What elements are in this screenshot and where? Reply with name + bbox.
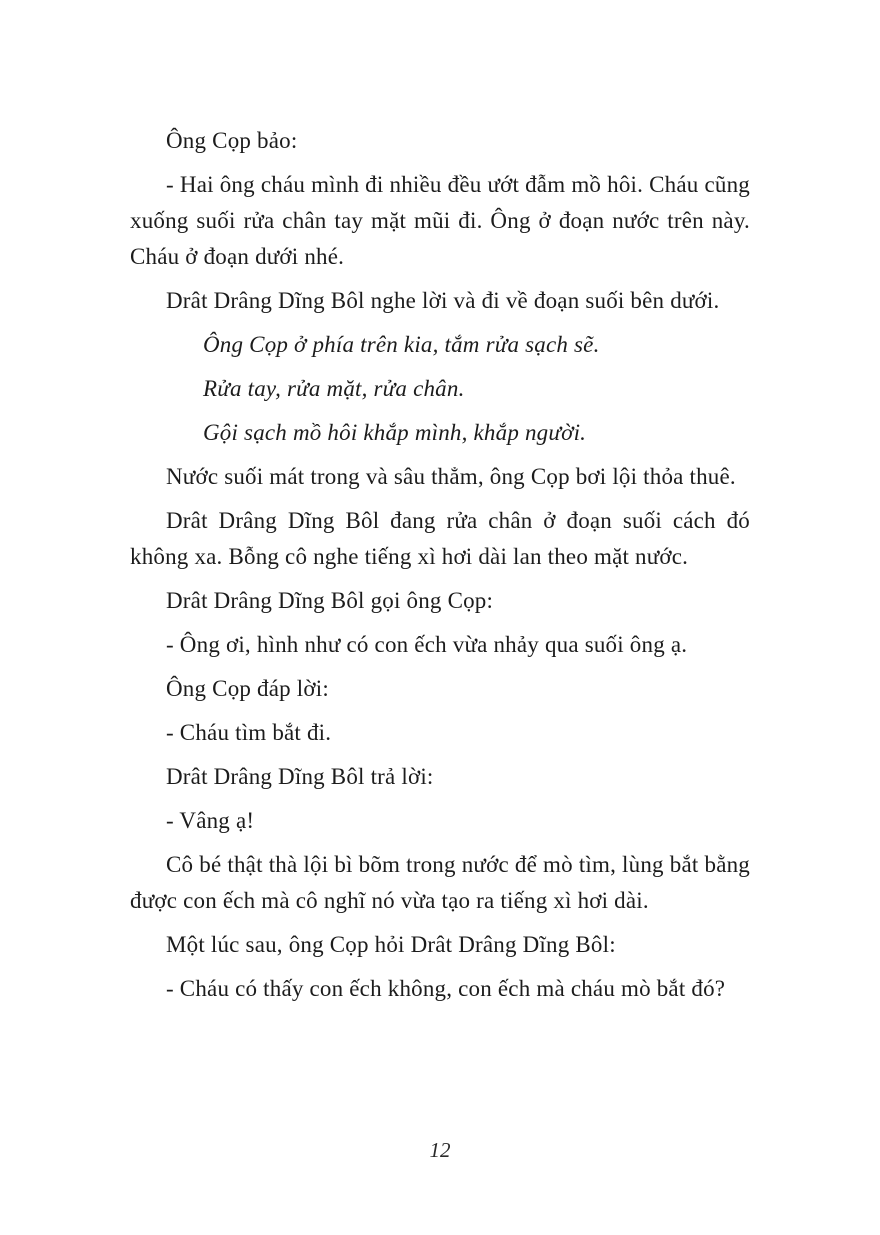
paragraph: - Cháu có thấy con ếch không, con ếch mà cháu mò bắt đó? xyxy=(166,976,726,1001)
paragraph: Drât Drâng Dĩng Bôl nghe lời và đi về đoạn suối bên dưới. xyxy=(166,288,720,313)
poem-line: Rửa tay, rửa mặt, rửa chân. xyxy=(203,376,465,401)
paragraph: - Cháu tìm bắt đi. xyxy=(166,720,332,745)
paragraph: Drât Drâng Dĩng Bôl gọi ông Cọp: xyxy=(166,588,494,613)
paragraph: Ông Cọp bảo: xyxy=(166,128,298,153)
poem-line: Gội sạch mồ hôi khắp mình, khắp người. xyxy=(203,420,587,445)
paragraph: - Ông ơi, hình như có con ếch vừa nhảy qua suối ông ạ. xyxy=(166,632,688,657)
paragraph: Drât Drâng Dĩng Bôl đang rửa chân ở đoạn suối cách đó không xa. Bỗng cô nghe tiếng xì hơi dài lan theo mặt nước. xyxy=(130,508,750,569)
text-block xyxy=(130,123,750,1015)
paragraph: Cô bé thật thà lội bì bõm trong nước để mò tìm, lùng bắt bằng được con ếch mà cô nghĩ nó vừa tạo ra tiếng xì hơi dài. xyxy=(130,852,750,913)
paragraph: Drât Drâng Dĩng Bôl trả lời: xyxy=(166,764,434,789)
paragraph: Nước suối mát trong và sâu thẳm, ông Cọp bơi lội thỏa thuê. xyxy=(166,464,736,489)
poem-line: Ông Cọp ở phía trên kia, tắm rửa sạch sẽ. xyxy=(203,332,600,357)
paragraph: Ông Cọp đáp lời: xyxy=(166,676,329,701)
paragraph: - Hai ông cháu mình đi nhiều đều ướt đẫm mồ hôi. Cháu cũng xuống suối rửa chân tay mặt mũi đi. Ông ở đoạn nước trên này. Cháu ở đoạn dưới nhé. xyxy=(130,172,750,269)
paragraph: Một lúc sau, ông Cọp hỏi Drât Drâng Dĩng Bôl: xyxy=(166,932,616,957)
page-number: 12 xyxy=(429,1138,451,1162)
paragraph: - Vâng ạ! xyxy=(166,808,255,833)
